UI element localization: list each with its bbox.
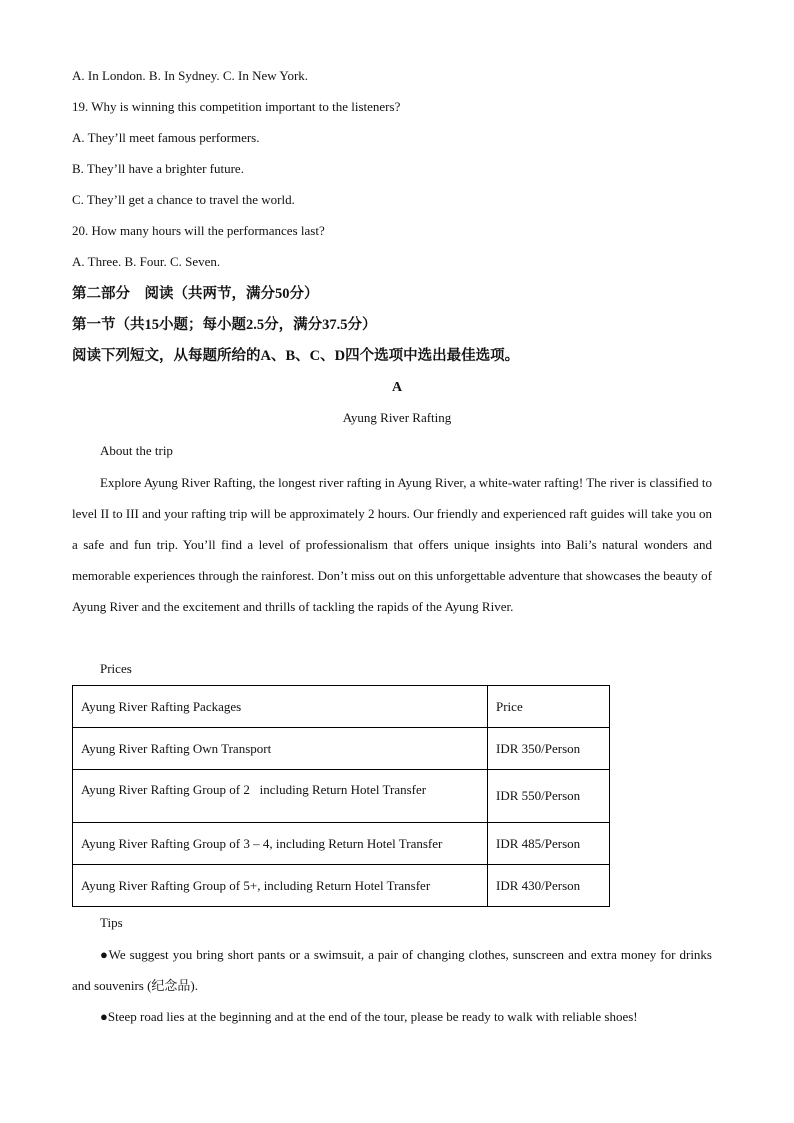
q18-options: A. In London. B. In Sydney. C. In New York. — [72, 68, 309, 83]
passage-title: Ayung River Rafting — [342, 410, 452, 425]
table-cell-price: IDR 350/Person — [488, 728, 610, 770]
q19-option-a: A. They’ll meet famous performers. — [72, 130, 260, 145]
table-row — [73, 865, 610, 907]
table-row — [73, 728, 610, 770]
prices-heading: Prices — [100, 661, 132, 676]
table-cell-package: Ayung River Rafting Group of 2 including Return Hotel Transfer — [73, 770, 488, 823]
about-paragraph: Explore Ayung River Rafting, the longest river rafting in Ayung River, a white-water rafting! The river is classified to level II to III and your rafting trip will be approximately 2 hours. Our friendly and experienced raft guides will take you on a safe and fun trip. You’ll find a level of professionalism that offers unique insights into Bali’s natural wonders and memorable experiences through the rainforest. Don’t miss out on this unforgettable adventure that showcases the beauty of Ayung River and the excitement and thrills of tackling the rapids of the Ayung River. — [72, 475, 712, 614]
q20-question: 20. How many hours will the performances last? — [72, 223, 325, 238]
table-row — [73, 770, 610, 823]
passage-letter: A — [391, 380, 403, 395]
prices-table — [72, 685, 610, 907]
table-cell-package: Ayung River Rafting Group of 5+, including Return Hotel Transfer — [73, 865, 488, 907]
table-header-packages: Ayung River Rafting Packages — [73, 686, 488, 728]
section-sub1-heading: 第一节（共15小题；每小题2.5分，满分37.5分） — [72, 317, 377, 333]
section-part2-heading: 第二部分 阅读（共两节，满分50分） — [72, 286, 319, 302]
q19-question: 19. Why is winning this competition important to the listeners? — [72, 99, 401, 114]
q19-option-c: C. They’ll get a chance to travel the world. — [72, 192, 295, 207]
q19-option-b: B. They’ll have a brighter future. — [72, 161, 244, 176]
table-header-price: Price — [488, 686, 610, 728]
tips-heading: Tips — [100, 915, 123, 930]
table-cell-package: Ayung River Rafting Group of 3 – 4, including Return Hotel Transfer — [73, 823, 488, 865]
table-cell-price: IDR 550/Person — [488, 770, 610, 823]
table-cell-package: Ayung River Rafting Own Transport — [73, 728, 488, 770]
tip-item-2: ●Steep road lies at the beginning and at the end of the tour, please be ready to walk with reliable shoes! — [100, 1009, 638, 1024]
section-instruction: 阅读下列短文，从每题所给的A、B、C、D四个选项中选出最佳选项。 — [72, 348, 520, 364]
about-heading: About the trip — [100, 443, 173, 458]
table-header-row — [73, 686, 610, 728]
table-cell-price: IDR 485/Person — [488, 823, 610, 865]
table-row — [73, 823, 610, 865]
tip-item-1: ●We suggest you bring short pants or a swimsuit, a pair of changing clothes, sunscreen and extra money for drinks and souvenirs (纪念品). — [72, 947, 712, 993]
table-cell-price: IDR 430/Person — [488, 865, 610, 907]
q20-options: A. Three. B. Four. C. Seven. — [72, 254, 221, 269]
